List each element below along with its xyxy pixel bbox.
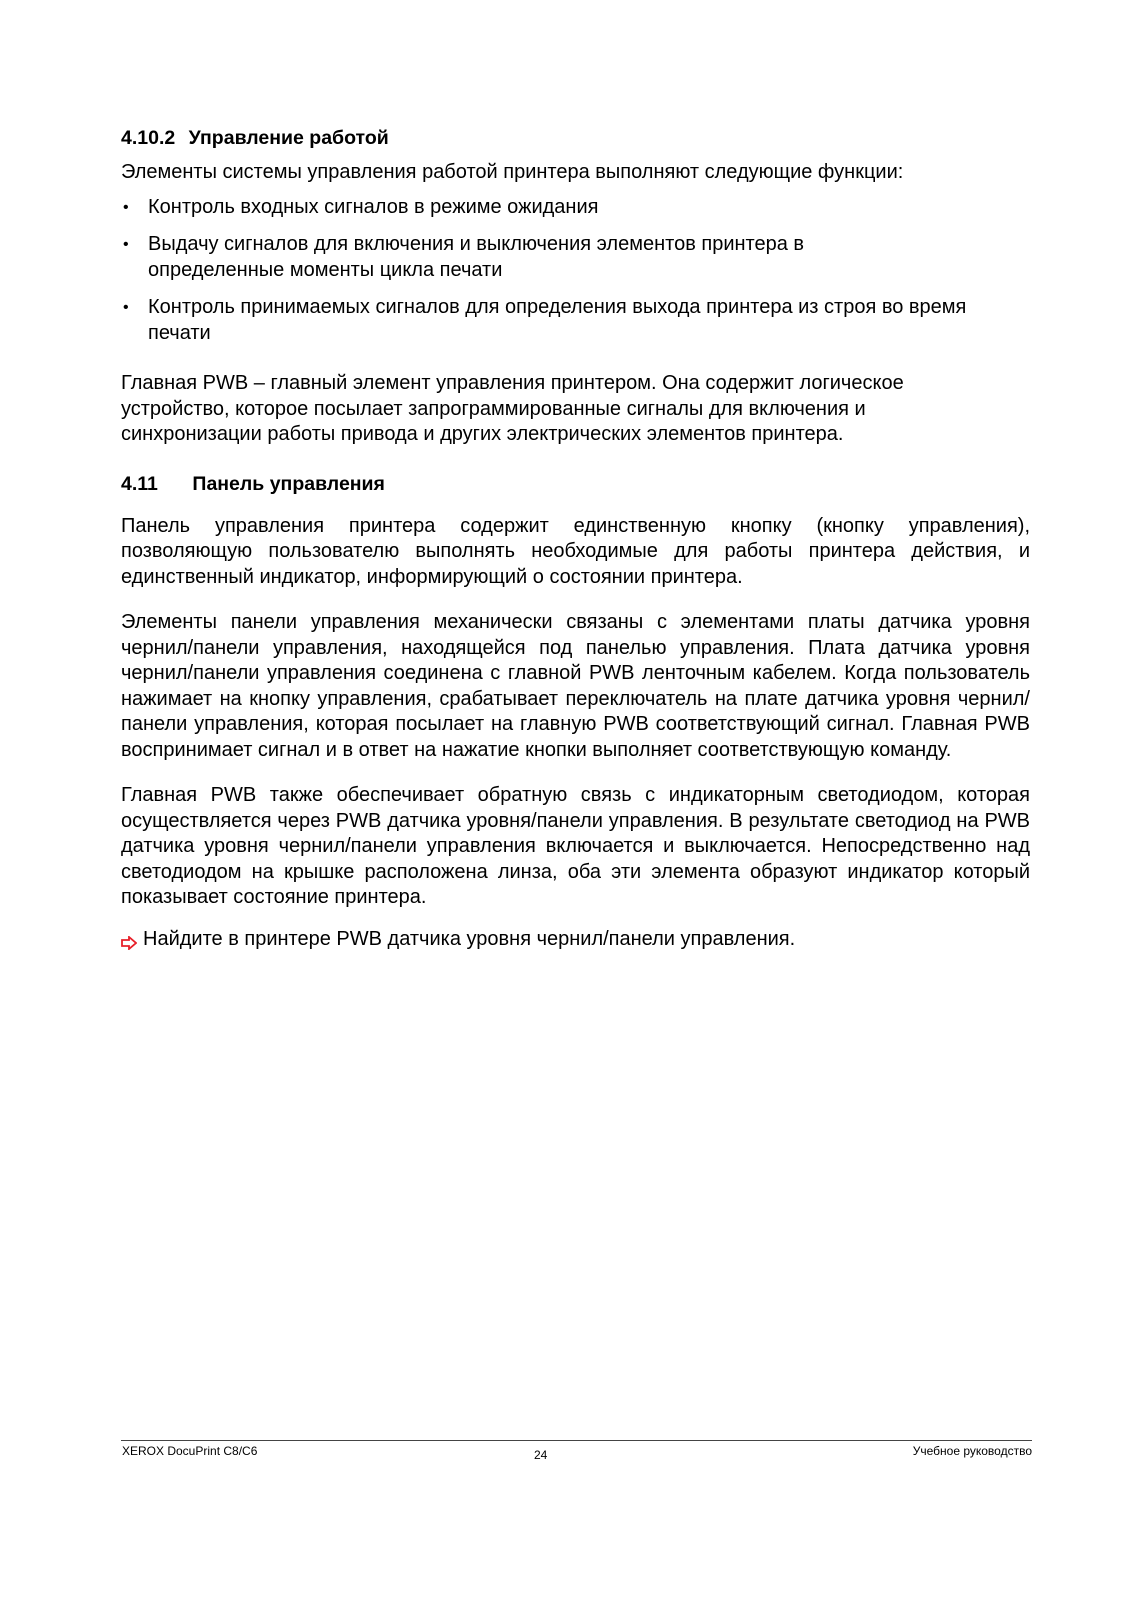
page-footer <box>121 1440 1032 1462</box>
footer-document-type: Учебное руководство <box>912 1444 1032 1458</box>
list-item <box>121 195 1030 221</box>
list-item-text: Контроль принимаемых сигналов для определения выхода принтера из строя во время печати <box>148 296 967 344</box>
page-content <box>121 126 1030 952</box>
bullet-icon: • <box>123 236 129 253</box>
section-title: Управление работой <box>188 127 389 149</box>
section-heading-4-10-2 <box>121 126 1030 150</box>
section-intro: Элементы системы управления работой принтера выполняют следующие функции: <box>121 161 904 183</box>
list-item <box>121 232 1030 283</box>
bullet-icon: • <box>123 198 129 216</box>
list-item-text: Выдачу сигналов для включения и выключения элементов принтера в определенные моменты цикла печати <box>148 233 805 281</box>
list-item <box>121 295 1030 346</box>
instruction-text: Найдите в принтере PWB датчика уровня чернил/панели управления. <box>143 927 796 950</box>
control-panel-paragraph-2: Элементы панели управления механически связаны с элементами платы датчика уровня чернил/панели управления, находящейся под панелью управления. Плата датчика уровня чернил/панели управления соединена с главной PWB ленточным кабелем. Когда пользователь нажимает на кнопку управления, срабатывает переключатель на плате датчика уровня чернил/панели управления, которая посылает на главную PWB соответствующий сигнал. Главная PWB воспринимает сигнал и в ответ на нажатие кнопки выполняет соответствующую команду. <box>121 611 1030 761</box>
bullet-icon: • <box>123 299 129 316</box>
main-pwb-paragraph: Главная PWB – главный элемент управления принтером. Она содержит логическое устройство, которое посылает запрограммированные сигналы для включения и синхронизации работы привода и других электрических элементов принтера. <box>121 372 904 445</box>
instruction-note <box>121 927 1030 953</box>
section-number: 4.11 <box>121 472 158 495</box>
section-heading-4-11 <box>121 472 1030 496</box>
section-title: Панель управления <box>192 472 385 495</box>
control-panel-paragraph-1: Панель управления принтера содержит единственную кнопку (кнопку управления), позволяющую пользователю выполнять необходимые для работы принтера действия, и единственный индикатор, информирующий о состоянии принтера. <box>121 514 1030 588</box>
control-panel-paragraph-3: Главная PWB также обеспечивает обратную связь с индикаторным светодиодом, которая осуществляется через PWB датчика уровня/панели управления. В результате светодиод на PWB датчика уровня чернил/панели управления включается и выключается. Непосредственно над светодиодом на крышке расположена линза, оба эти элемента образуют индикатор который показывает состояние принтера. <box>121 784 1030 908</box>
footer-product-name: XEROX DocuPrint C8/C6 <box>122 1444 258 1458</box>
section-number: 4.10.2 <box>121 127 176 149</box>
red-arrow-right-icon <box>121 932 137 946</box>
list-item-text: Контроль входных сигналов в режиме ожидания <box>148 195 599 218</box>
page-number: 24 <box>534 1448 548 1462</box>
function-list <box>121 195 1030 347</box>
